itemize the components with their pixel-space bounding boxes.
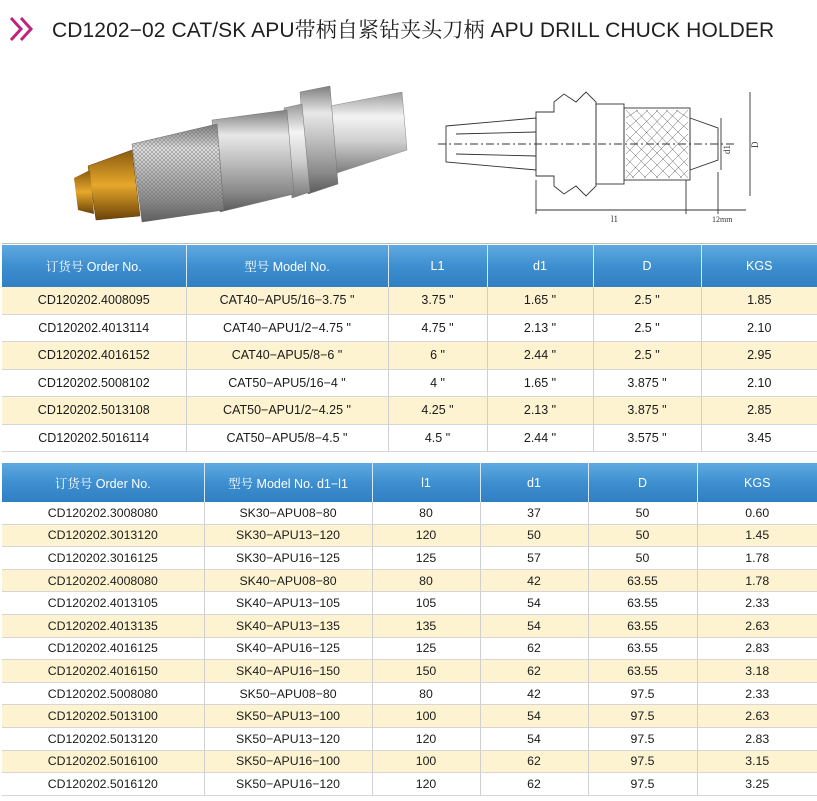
table-row [2, 660, 817, 683]
cell-order-no: CD120202.3013120 [2, 524, 204, 547]
table-row [2, 524, 817, 547]
cell-model-no: SK30−APU13−120 [204, 524, 372, 547]
cell-kgs: 2.63 [697, 614, 817, 637]
cell-model-no: SK30−APU16−125 [204, 547, 372, 570]
cell-D: 97.5 [588, 705, 697, 728]
cell-model-no: CAT40−APU5/8−6 " [186, 342, 388, 370]
cell-l1: 80 [372, 682, 480, 705]
page-title: CD1202−02 CAT/SK APU带柄自紧钻夹头刀柄 APU DRILL CHUCK HOLDER [52, 19, 775, 42]
cell-model-no: SK50−APU16−100 [204, 750, 372, 773]
cell-d1: 62 [480, 773, 588, 796]
table-row [2, 614, 817, 637]
label-D: D [750, 141, 760, 148]
cell-model-no: CAT40−APU5/16−3.75 " [186, 287, 388, 314]
header-model-no: 型号 Model No. [186, 245, 388, 287]
cell-model-no: CAT40−APU1/2−4.75 " [186, 314, 388, 342]
cell-order-no: CD120202.3008080 [2, 502, 204, 524]
cell-l1: 135 [372, 614, 480, 637]
cell-order-no: CD120202.5016114 [2, 424, 186, 452]
cell-l1: 3.75 " [388, 287, 487, 314]
header-d1: d1 [480, 463, 588, 502]
cell-order-no: CD120202.5016120 [2, 773, 204, 796]
cell-model-no: SK50−APU13−100 [204, 705, 372, 728]
cell-D: 2.5 " [593, 287, 701, 314]
cell-d1: 54 [480, 727, 588, 750]
cell-l1: 4.75 " [388, 314, 487, 342]
cell-d1: 62 [480, 637, 588, 660]
cell-d1: 37 [480, 502, 588, 524]
product-photo [62, 82, 432, 228]
table-row [2, 773, 817, 796]
header-kgs: KGS [697, 463, 817, 502]
technical-drawing [436, 82, 778, 232]
cell-model-no: SK40−APU16−125 [204, 637, 372, 660]
cell-l1: 6 " [388, 342, 487, 370]
header-D: D [588, 463, 697, 502]
table-row [2, 682, 817, 705]
cell-d1: 54 [480, 592, 588, 615]
table-row [2, 592, 817, 615]
cell-model-no: SK40−APU16−150 [204, 660, 372, 683]
table-row [2, 705, 817, 728]
cell-d1: 2.44 " [487, 424, 593, 452]
cell-order-no: CD120202.5008080 [2, 682, 204, 705]
cell-d1: 54 [480, 614, 588, 637]
cell-model-no: CAT50−APU1/2−4.25 " [186, 397, 388, 425]
cell-kgs: 2.63 [697, 705, 817, 728]
cell-D: 97.5 [588, 727, 697, 750]
header-l1: l1 [372, 463, 480, 502]
cell-d1: 50 [480, 524, 588, 547]
table-row [2, 342, 817, 370]
header-l1: L1 [388, 245, 487, 287]
table-row [2, 424, 817, 452]
cell-order-no: CD120202.4016150 [2, 660, 204, 683]
cell-kgs: 2.10 [701, 314, 817, 342]
cell-D: 50 [588, 547, 697, 570]
cell-D: 97.5 [588, 750, 697, 773]
cell-order-no: CD120202.4013105 [2, 592, 204, 615]
label-l1: l1 [611, 214, 619, 224]
cell-D: 63.55 [588, 660, 697, 683]
cell-model-no: CAT50−APU5/16−4 " [186, 369, 388, 397]
cell-kgs: 1.78 [697, 547, 817, 570]
header-model-no: 型号 Model No. d1−l1 [204, 463, 372, 502]
cell-D: 63.55 [588, 592, 697, 615]
title-bar [8, 12, 808, 46]
table-header-row [2, 245, 817, 287]
table-row [2, 727, 817, 750]
cell-d1: 1.65 " [487, 369, 593, 397]
cell-l1: 125 [372, 637, 480, 660]
cell-kgs: 3.45 [701, 424, 817, 452]
cell-kgs: 1.85 [701, 287, 817, 314]
cell-D: 63.55 [588, 569, 697, 592]
cell-l1: 100 [372, 705, 480, 728]
cell-l1: 120 [372, 524, 480, 547]
cell-D: 3.875 " [593, 397, 701, 425]
cell-D: 63.55 [588, 614, 697, 637]
label-d1: d1 [722, 145, 732, 154]
cell-kgs: 2.83 [697, 637, 817, 660]
cell-order-no: CD120202.4016152 [2, 342, 186, 370]
cell-l1: 125 [372, 547, 480, 570]
cell-model-no: SK40−APU08−80 [204, 569, 372, 592]
cell-D: 63.55 [588, 637, 697, 660]
cell-order-no: CD120202.5013100 [2, 705, 204, 728]
header-d1: d1 [487, 245, 593, 287]
cell-model-no: SK40−APU13−105 [204, 592, 372, 615]
table-header-row [2, 463, 817, 502]
cell-l1: 80 [372, 502, 480, 524]
cell-model-no: SK50−APU13−120 [204, 727, 372, 750]
cell-l1: 80 [372, 569, 480, 592]
cell-kgs: 2.83 [697, 727, 817, 750]
double-chevron-icon [8, 14, 42, 44]
cell-D: 97.5 [588, 682, 697, 705]
cell-order-no: CD120202.5013108 [2, 397, 186, 425]
cell-l1: 120 [372, 773, 480, 796]
cell-order-no: CD120202.3016125 [2, 547, 204, 570]
table-row [2, 637, 817, 660]
cell-D: 2.5 " [593, 342, 701, 370]
cell-kgs: 1.78 [697, 569, 817, 592]
cell-kgs: 1.45 [697, 524, 817, 547]
cell-D: 3.875 " [593, 369, 701, 397]
table-row [2, 502, 817, 524]
cell-kgs: 2.10 [701, 369, 817, 397]
label-12mm: 12mm [712, 215, 733, 224]
cell-order-no: CD120202.5013120 [2, 727, 204, 750]
cell-kgs: 0.60 [697, 502, 817, 524]
cell-order-no: CD120202.5016100 [2, 750, 204, 773]
cell-kgs: 3.18 [697, 660, 817, 683]
cell-d1: 62 [480, 750, 588, 773]
cell-kgs: 3.15 [697, 750, 817, 773]
cell-D: 2.5 " [593, 314, 701, 342]
cell-model-no: SK50−APU16−120 [204, 773, 372, 796]
header-order-no: 订货号 Order No. [2, 245, 186, 287]
cell-l1: 4.5 " [388, 424, 487, 452]
cell-model-no: SK30−APU08−80 [204, 502, 372, 524]
cell-l1: 105 [372, 592, 480, 615]
cell-kgs: 2.95 [701, 342, 817, 370]
cell-d1: 1.65 " [487, 287, 593, 314]
cell-kgs: 2.33 [697, 682, 817, 705]
cell-order-no: CD120202.4013135 [2, 614, 204, 637]
cell-d1: 2.13 " [487, 314, 593, 342]
table-row [2, 369, 817, 397]
cell-order-no: CD120202.5008102 [2, 369, 186, 397]
cell-kgs: 2.33 [697, 592, 817, 615]
table-row [2, 569, 817, 592]
cell-order-no: CD120202.4008095 [2, 287, 186, 314]
cat-spec-table [2, 245, 817, 452]
header-D: D [593, 245, 701, 287]
cell-l1: 100 [372, 750, 480, 773]
cell-l1: 4 " [388, 369, 487, 397]
cell-D: 3.575 " [593, 424, 701, 452]
cell-order-no: CD120202.4013114 [2, 314, 186, 342]
cell-model-no: CAT50−APU5/8−4.5 " [186, 424, 388, 452]
cell-kgs: 3.25 [697, 773, 817, 796]
cell-d1: 62 [480, 660, 588, 683]
cell-kgs: 2.85 [701, 397, 817, 425]
cell-l1: 4.25 " [388, 397, 487, 425]
sk-spec-table [2, 463, 817, 796]
table-row [2, 750, 817, 773]
cell-d1: 57 [480, 547, 588, 570]
cell-order-no: CD120202.4008080 [2, 569, 204, 592]
cell-d1: 42 [480, 682, 588, 705]
table-row [2, 314, 817, 342]
cell-l1: 150 [372, 660, 480, 683]
cell-D: 50 [588, 502, 697, 524]
header-order-no: 订货号 Order No. [2, 463, 204, 502]
cell-d1: 42 [480, 569, 588, 592]
cell-model-no: SK40−APU13−135 [204, 614, 372, 637]
cell-model-no: SK50−APU08−80 [204, 682, 372, 705]
cell-l1: 120 [372, 727, 480, 750]
cell-order-no: CD120202.4016125 [2, 637, 204, 660]
cell-D: 97.5 [588, 773, 697, 796]
header-kgs: KGS [701, 245, 817, 287]
cell-D: 50 [588, 524, 697, 547]
table-row [2, 287, 817, 314]
cell-d1: 54 [480, 705, 588, 728]
divider [2, 243, 817, 244]
table-row [2, 397, 817, 425]
cell-d1: 2.44 " [487, 342, 593, 370]
table-row [2, 547, 817, 570]
cell-d1: 2.13 " [487, 397, 593, 425]
